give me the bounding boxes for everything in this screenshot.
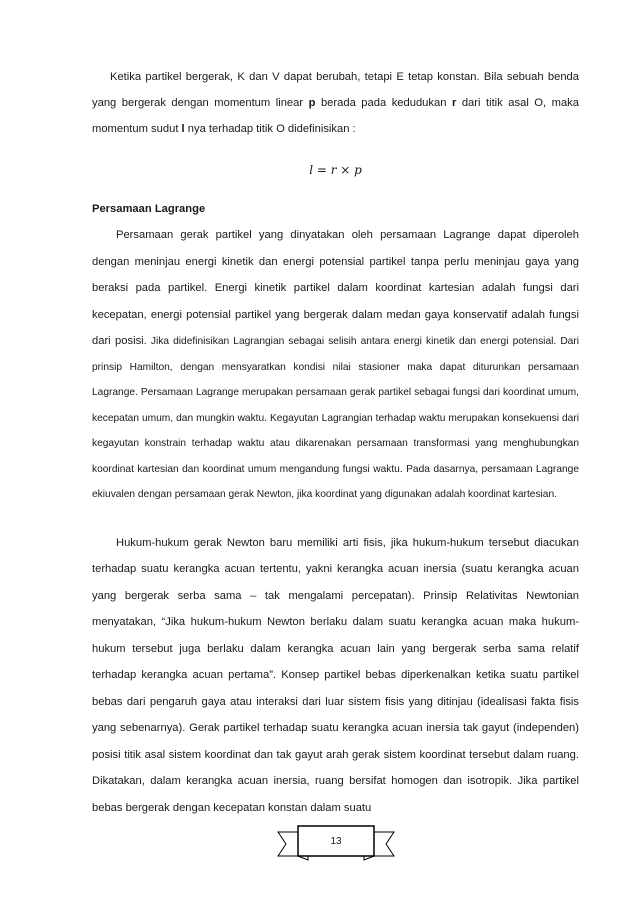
- text-span: berada pada kedudukan: [315, 97, 452, 109]
- text-span-small: Jika didefinisikan Lagrangian sebagai selisih antara energi kinetik dan energi potensial. Dari prinsip Hamilton, dengan mensyaratkan kondisi nilai stasioner maka dapat diturunkan persamaan Lagrange. Persamaan Lagrange merupakan persamaan gerak partikel sebagai fungsi dari koordinat umum, kecepatan umum, dan mungkin waktu. Kegayutan Lagrangian terhadap waktu merupakan konsekuensi dari kegayutan konstrain terhadap waktu atau dikarenakan persamaan transformasi yang menghubungkan koordinat kartesian dan koordinat umum mengandung fungsi waktu. Pada dasarnya, persamaan Lagrange ekiuvalen dengan persamaan gerak Newton, jika koordinat yang digunakan adalah koordinat kartesian.: [92, 336, 579, 500]
- paragraph-newton: Hukum-hukum gerak Newton baru memiliki arti fisis, jika hukum-hukum tersebut diacukan terhadap suatu kerangka acuan tertentu, yakni kerangka acuan inersia (suatu kerangka acuan yang bergerak serba sama – tak mengalami percepatan). Prinsip Relativitas Newtonian menyatakan, “Jika hukum-hukum Newton berlaku dalam suatu kerangka acuan maka hukum-hukum tersebut juga berlaku dalam kerangka acuan lain yang bergerak serba sama relatif terhadap kerangka acuan pertama”. Konsep partikel bebas diperkenalkan ketika suatu partikel bebas dari pengaruh gaya atau interaksi dari luar sistem fisis yang ditinjau (idealisasi fakta fisis yang sebenarnya). Gerak partikel terhadap suatu kerangka acuan inersia tak gayut (independen) posisi titik asal sistem koordinat dan tak gayut arah gerak sistem koordinat tersebut dalam ruang. Dikatakan, dalam kerangka acuan inersia, ruang bersifat homogen dan isotropik. Jika partikel bebas bergerak dengan kecepatan konstan dalam suatu: [92, 536, 579, 814]
- page-number: 13: [330, 836, 342, 847]
- paragraph-momentum: [92, 64, 579, 142]
- bold-symbol-l: l: [181, 123, 185, 135]
- page-footer: [276, 822, 396, 862]
- text-span-large: Persamaan gerak partikel yang dinyatakan oleh persamaan Lagrange dapat diperoleh dengan meninjau energi kinetik dan energi potensial partikel tanpa perlu meninjau gaya yang beraksi pada partikel. Energi kinetik partikel dalam koordinat kartesian adalah fungsi dari kecepatan, energi potensial partikel yang bergerak dalam medan gaya konservatif adalah fungsi dari posisi.: [92, 229, 579, 347]
- text-span: Ketika partikel bergerak, K dan V dapat berubah, tetapi E tetap konstan. Bila sebuah benda yang bergerak dengan momentum linear: [92, 71, 579, 109]
- document-body: [92, 64, 579, 821]
- text-span: nya terhadap titik O didefinisikan :: [184, 123, 356, 135]
- paragraph-gap: [92, 508, 579, 530]
- bold-symbol-r: r: [451, 97, 457, 109]
- paragraph-lagrange: [92, 222, 579, 508]
- bold-symbol-p: p: [308, 97, 316, 109]
- text-span: dari titik asal O, maka momentum sudut: [92, 97, 579, 135]
- equation-angular-momentum: l = r × p: [309, 163, 362, 177]
- section-heading: Persamaan Lagrange: [92, 203, 206, 215]
